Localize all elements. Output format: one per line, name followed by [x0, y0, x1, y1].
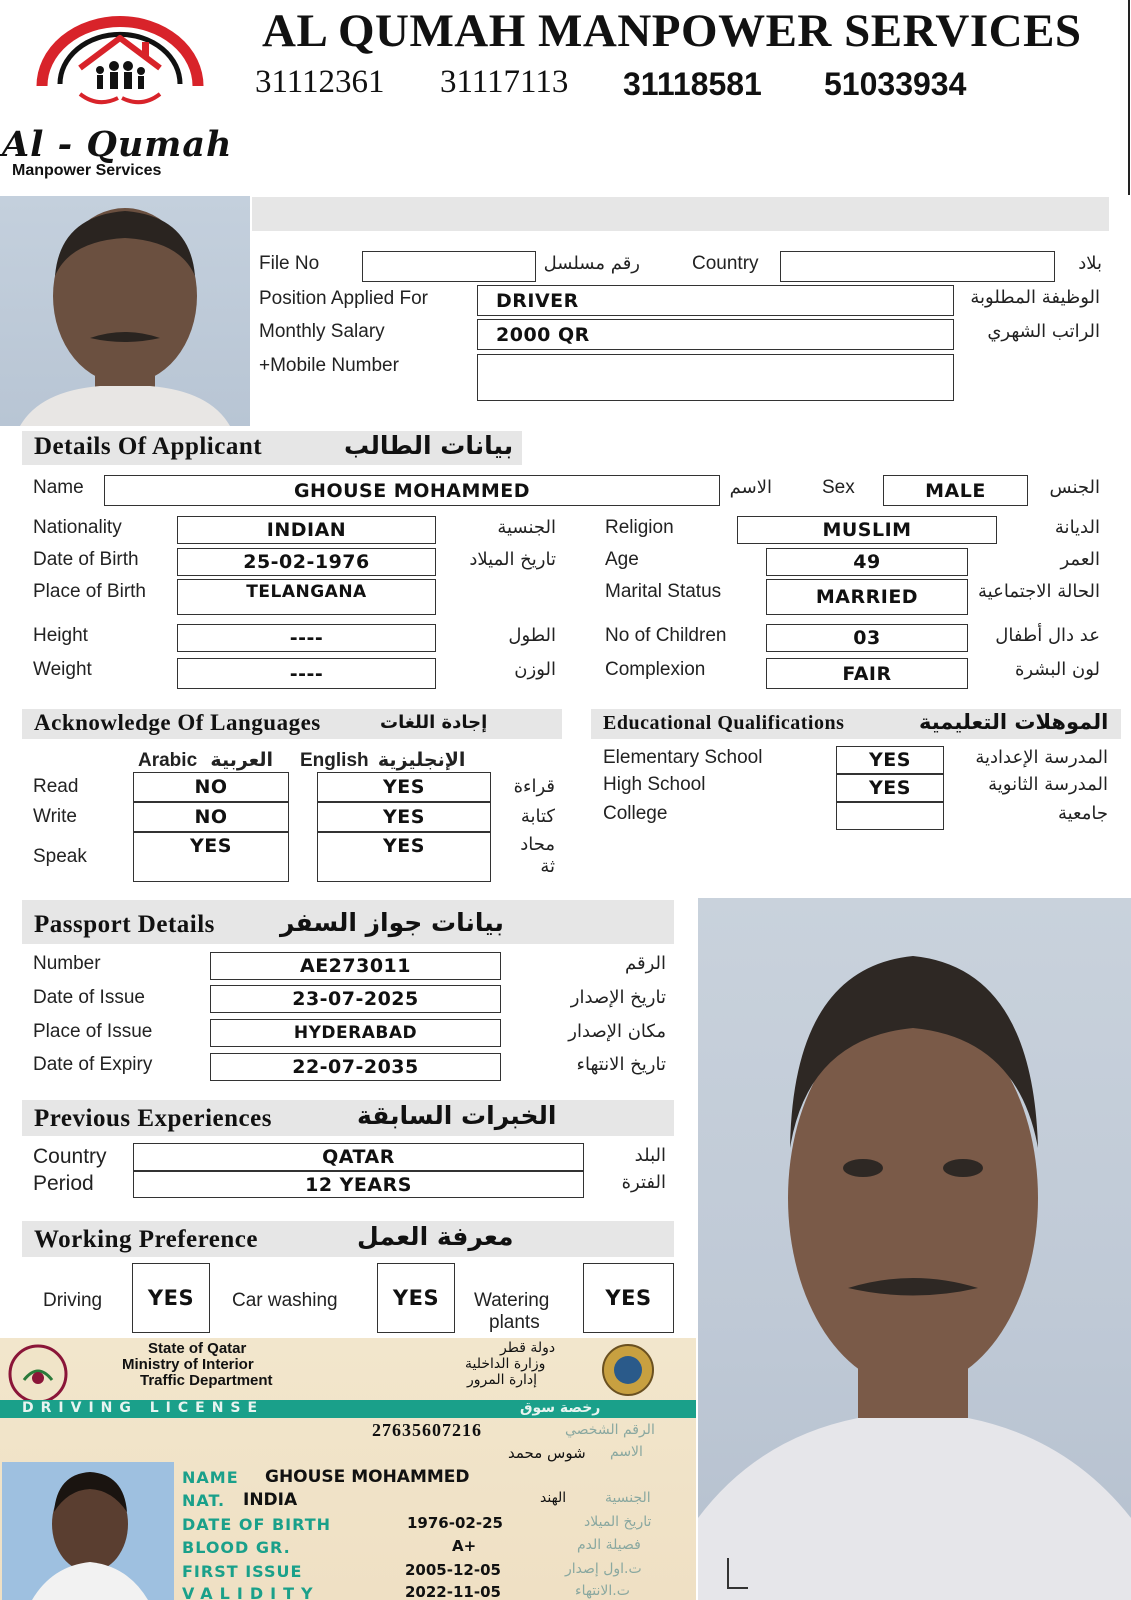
- read-arabic-field[interactable]: NO: [133, 772, 289, 802]
- file-no-label: File No: [259, 253, 320, 274]
- salary-ar: الراتب الشهري: [987, 321, 1100, 342]
- license-dob-ar: تاريخ الميلاد: [584, 1514, 652, 1530]
- license-validity-value: 2022-11-05: [405, 1583, 501, 1600]
- carwash-field[interactable]: YES: [377, 1263, 455, 1333]
- english-header: [300, 749, 465, 772]
- license-ministry: Ministry of Interior: [122, 1356, 254, 1373]
- nationality-field[interactable]: INDIAN: [177, 516, 436, 544]
- license-name-value: GHOUSE MOHAMMED: [265, 1467, 470, 1487]
- elementary-label: Elementary School: [603, 747, 763, 768]
- license-personal-no: 27635607216: [372, 1420, 482, 1440]
- age-label: Age: [605, 549, 639, 570]
- license-validity-label: VALIDITY: [182, 1584, 320, 1600]
- company-name: AL QUMAH MANPOWER SERVICES: [262, 5, 1082, 57]
- license-first-issue-value: 2005-12-05: [405, 1561, 501, 1579]
- passport-number-label: Number: [33, 953, 101, 974]
- passport-number-ar: الرقم: [624, 953, 666, 974]
- license-name-label: NAME: [182, 1468, 239, 1487]
- passport-place-label: Place of Issue: [33, 1021, 153, 1042]
- religion-ar: الديانة: [1054, 517, 1100, 538]
- gcc-emblem-icon: [596, 1342, 660, 1398]
- watering-field[interactable]: YES: [583, 1263, 674, 1333]
- experience-section-header: [22, 1100, 674, 1136]
- license-nat-value: INDIA: [243, 1490, 298, 1510]
- phone-2: 31117113: [440, 64, 569, 100]
- high-field[interactable]: YES: [836, 774, 944, 802]
- passport-expiry-field[interactable]: 22-07-2035: [210, 1053, 501, 1081]
- applicant-title: Details Of Applicant: [34, 433, 263, 460]
- passport-expiry-ar: تاريخ الانتهاء: [576, 1054, 666, 1075]
- education-title-ar: الموهلات التعليمية: [919, 710, 1109, 734]
- exp-country-label: Country: [33, 1145, 107, 1168]
- driving-label: Driving: [43, 1290, 103, 1311]
- license-photo: [2, 1462, 174, 1600]
- children-field[interactable]: 03: [766, 624, 968, 652]
- arabic-label: Arabic: [138, 750, 198, 771]
- nationality-ar: الجنسية: [497, 517, 556, 538]
- height-field[interactable]: ----: [177, 624, 436, 652]
- license-state: State of Qatar: [148, 1340, 247, 1357]
- watering-label-1: Watering: [474, 1290, 550, 1311]
- country-ar: بلاد: [1078, 253, 1102, 274]
- complexion-label: Complexion: [605, 659, 706, 680]
- header-right-rule: [1128, 0, 1130, 195]
- license-dept-ar: إدارة المرور: [467, 1372, 538, 1388]
- license-band-en: DRIVING LICENSE: [22, 1400, 265, 1416]
- marital-label: Marital Status: [605, 581, 722, 602]
- exp-country-ar: البلد: [634, 1145, 666, 1166]
- name-field[interactable]: GHOUSE MOHAMMED: [104, 475, 720, 506]
- phone-3: 31118581: [623, 66, 762, 102]
- top-grey-band: [252, 197, 1109, 231]
- file-no-field[interactable]: [362, 251, 536, 282]
- sex-label: Sex: [822, 477, 855, 498]
- passport-issue-ar: تاريخ الإصدار: [570, 987, 666, 1008]
- file-no-ar: رقم مسلسل: [543, 253, 640, 274]
- applicant-title-ar: بيانات الطالب: [344, 431, 514, 460]
- children-ar: عد دال أطفال: [995, 625, 1100, 646]
- religion-label: Religion: [605, 517, 674, 538]
- college-label: College: [603, 803, 668, 824]
- college-field[interactable]: [836, 802, 944, 830]
- portrait-large-icon: [698, 898, 1131, 1600]
- marital-field[interactable]: MARRIED: [766, 579, 968, 615]
- experience-title: Previous Experiences: [34, 1105, 272, 1132]
- position-label: Position Applied For: [259, 288, 428, 309]
- exp-period-ar: الفترة: [621, 1172, 666, 1193]
- license-band: [0, 1400, 696, 1418]
- high-ar: المدرسة الثانوية: [988, 774, 1108, 795]
- driving-field[interactable]: YES: [132, 1263, 210, 1333]
- height-label: Height: [33, 625, 88, 646]
- driving-license-card: [0, 1338, 696, 1600]
- name-label: Name: [33, 477, 84, 498]
- salary-field[interactable]: 2000 QR: [477, 319, 954, 350]
- pob-label: Place of Birth: [33, 581, 146, 602]
- weight-field[interactable]: ----: [177, 658, 436, 689]
- salary-label: Monthly Salary: [259, 321, 385, 342]
- passport-expiry-label: Date of Expiry: [33, 1054, 153, 1075]
- speak-ar-1: محاد: [520, 834, 555, 855]
- passport-photo: [698, 898, 1131, 1600]
- license-name-ar-value: شوس محمد: [508, 1444, 586, 1462]
- write-ar: كتابة: [520, 806, 555, 827]
- mobile-field[interactable]: [477, 354, 954, 401]
- read-english-field[interactable]: YES: [317, 772, 491, 802]
- license-dept: Traffic Department: [140, 1372, 273, 1389]
- license-band-ar: رخصة سوق: [520, 1400, 601, 1416]
- speak-ar-2: ثة: [540, 856, 555, 877]
- watering-label-2: plants: [489, 1312, 540, 1333]
- country-field[interactable]: [780, 251, 1055, 282]
- passport-title-ar: بيانات جواز السفر: [280, 908, 504, 937]
- qatar-emblem-icon: [6, 1342, 70, 1406]
- passport-section-header: [22, 900, 674, 944]
- applicant-photo: [0, 196, 250, 426]
- write-arabic-field[interactable]: NO: [133, 802, 289, 832]
- logo-text: Al - Qumah: [2, 124, 233, 165]
- carwash-label: Car washing: [232, 1290, 338, 1311]
- position-field[interactable]: DRIVER: [477, 285, 954, 316]
- nationality-label: Nationality: [33, 517, 122, 538]
- dob-ar: تاريخ الميلاد: [469, 549, 556, 570]
- exp-period-field[interactable]: 12 YEARS: [133, 1171, 584, 1198]
- portrait-icon: [0, 196, 250, 426]
- logo-subtext: Manpower Services: [12, 162, 162, 179]
- license-portrait-icon: [2, 1462, 174, 1600]
- speak-label: Speak: [33, 846, 87, 867]
- exp-period-label: Period: [33, 1172, 94, 1195]
- elementary-ar: المدرسة الإعدادية: [975, 747, 1108, 768]
- read-ar: قراءة: [513, 776, 555, 797]
- passport-number-field[interactable]: AE273011: [210, 952, 501, 980]
- passport-place-ar: مكان الإصدار: [568, 1021, 666, 1042]
- license-nat-ar-value: الهند: [540, 1490, 567, 1506]
- write-label: Write: [33, 806, 77, 827]
- sex-ar: الجنس: [1049, 477, 1100, 498]
- arabic-ar: العربية: [210, 750, 274, 771]
- preference-section-header: [22, 1221, 674, 1257]
- license-first-issue-label: FIRST ISSUE: [182, 1562, 303, 1581]
- preference-title-ar: معرفة العمل: [357, 1222, 514, 1251]
- write-english-field[interactable]: YES: [317, 802, 491, 832]
- phone-1: 31112361: [255, 64, 385, 100]
- college-ar: جامعية: [1057, 803, 1108, 824]
- phone-4: 51033934: [824, 66, 967, 102]
- license-nat-ar-label: الجنسية: [605, 1490, 651, 1506]
- english-label: English: [300, 750, 369, 771]
- experience-title-ar: الخبرات السابقة: [357, 1101, 557, 1130]
- passport-issue-label: Date of Issue: [33, 987, 145, 1008]
- passport-place-field[interactable]: HYDERABAD: [210, 1019, 501, 1047]
- license-name-ar-label: الاسم: [610, 1444, 643, 1460]
- passport-issue-field[interactable]: 23-07-2025: [210, 985, 501, 1013]
- license-dob-label: DATE OF BIRTH: [182, 1515, 331, 1534]
- speak-arabic-field[interactable]: YES: [133, 832, 289, 882]
- languages-title-ar: إجادة اللغات: [380, 712, 488, 733]
- weight-label: Weight: [33, 659, 92, 680]
- position-ar: الوظيفة المطلوبة: [970, 287, 1100, 308]
- preference-title: Working Preference: [34, 1226, 258, 1253]
- languages-section-header: [22, 709, 562, 739]
- weight-ar: الوزن: [514, 659, 556, 680]
- english-ar: الإنجليزية: [377, 750, 466, 771]
- read-label: Read: [33, 776, 79, 797]
- age-field[interactable]: 49: [766, 548, 968, 576]
- license-state-ar: دولة قطر: [500, 1340, 556, 1356]
- country-label: Country: [692, 253, 759, 274]
- license-nat-label: NAT.: [182, 1491, 226, 1510]
- arabic-header: [138, 749, 273, 772]
- license-validity-ar: ت.الانتهاء: [575, 1583, 630, 1599]
- license-dob-value: 1976-02-25: [407, 1514, 503, 1532]
- mobile-label: +Mobile Number: [259, 355, 399, 376]
- complexion-field[interactable]: FAIR: [766, 658, 968, 689]
- dob-label: Date of Birth: [33, 549, 139, 570]
- marital-ar: الحالة الاجتماعية: [978, 581, 1100, 602]
- religion-field[interactable]: MUSLIM: [737, 516, 997, 544]
- languages-title: Acknowledge Of Languages: [34, 710, 321, 735]
- speak-english-field[interactable]: YES: [317, 832, 491, 882]
- sex-field[interactable]: MALE: [883, 475, 1028, 506]
- name-ar: الاسم: [729, 477, 772, 498]
- license-personal-no-ar: الرقم الشخصي: [565, 1422, 655, 1438]
- exp-country-field[interactable]: QATAR: [133, 1143, 584, 1171]
- education-section-header: [591, 709, 1121, 739]
- pob-field[interactable]: TELANGANA: [177, 579, 436, 615]
- passport-title: Passport Details: [34, 911, 215, 938]
- high-label: High School: [603, 774, 706, 795]
- license-ministry-ar: وزارة الداخلية: [465, 1356, 546, 1372]
- company-logo: [2, 6, 234, 184]
- elementary-field[interactable]: YES: [836, 746, 944, 774]
- license-blood-value: A+: [452, 1537, 477, 1555]
- education-title: Educational Qualifications: [603, 712, 845, 734]
- height-ar: الطول: [508, 625, 556, 646]
- license-blood-ar: فصيلة الدم: [577, 1537, 641, 1553]
- complexion-ar: لون البشرة: [1014, 659, 1100, 680]
- license-blood-label: BLOOD GR.: [182, 1538, 291, 1557]
- children-label: No of Children: [605, 625, 727, 646]
- age-ar: العمر: [1060, 549, 1100, 570]
- license-first-issue-ar: ت.اول إصدار: [565, 1561, 642, 1577]
- applicant-section-header: [22, 431, 522, 465]
- dob-field[interactable]: 25-02-1976: [177, 548, 436, 576]
